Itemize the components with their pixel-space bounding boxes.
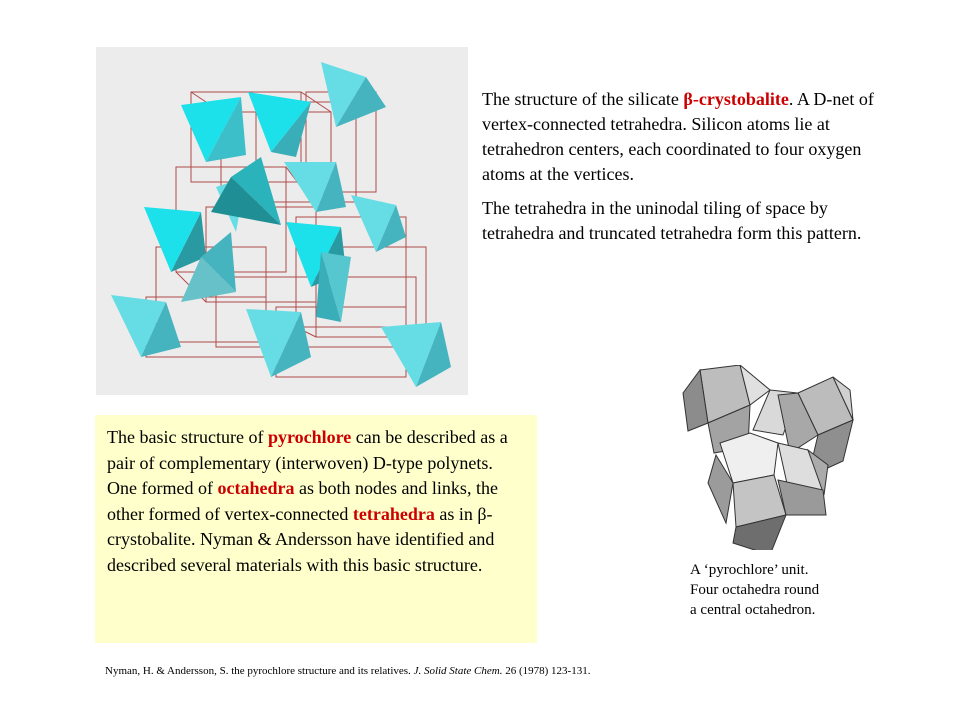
- tetrahedra-term: tetrahedra: [352, 503, 435, 524]
- box-text-3: as both nodes and links, the other formed of vertex-connected: [107, 478, 498, 524]
- box-text-2: can be described as a pair of complementary (interwoven) D-type polynets. One formed of: [107, 427, 508, 499]
- description-text: . A D-net of vertex-connected tetrahedra. Silicon atoms lie at tetrahedron centers, each coordinated to four oxygen atoms at the vertices.: [482, 89, 874, 184]
- reference-citation: [105, 664, 905, 678]
- crystobalite-structure-figure: [96, 47, 468, 395]
- pyrochlore-unit-figure: [678, 365, 863, 550]
- crystobalite-paragraph-1: [482, 87, 877, 187]
- beta-symbol: β: [683, 89, 693, 109]
- crystobalite-term: -crystobalite: [692, 89, 789, 109]
- box-text-1: The basic structure of: [107, 427, 268, 447]
- beta-symbol-2: β: [477, 503, 487, 524]
- tetrahedron-back-row: [216, 62, 406, 252]
- crystobalite-description: [482, 87, 877, 255]
- box-text-4: as in: [434, 503, 478, 524]
- caption-line-3: a central octahedron.: [690, 602, 816, 618]
- caption-line-2: Four octahedra round: [690, 582, 820, 598]
- pyrochlore-unit-caption: [690, 560, 870, 620]
- pyrochlore-description-box: [95, 415, 537, 643]
- citation-volume-pages: 26 (1978) 123-131.: [502, 665, 591, 677]
- box-text-5: -crystobalite. Nyman & Andersson have identified and described several materials with this basic structure.: [107, 503, 495, 575]
- crystobalite-paragraph-2: The tetrahedra in the uninodal tiling of space by tetrahedra and truncated tetrahedra form this pattern.: [482, 198, 862, 243]
- intro-text: The structure of the silicate: [482, 89, 684, 109]
- citation-authors: Nyman, H. & Andersson, S. the pyrochlore structure and its relatives.: [105, 665, 414, 677]
- pyrochlore-term: pyrochlore: [267, 427, 352, 447]
- octahedra-term: octahedra: [217, 478, 295, 499]
- citation-journal: J. Solid State Chem.: [413, 665, 503, 677]
- caption-line-1: A ‘pyrochlore’ unit.: [690, 562, 809, 578]
